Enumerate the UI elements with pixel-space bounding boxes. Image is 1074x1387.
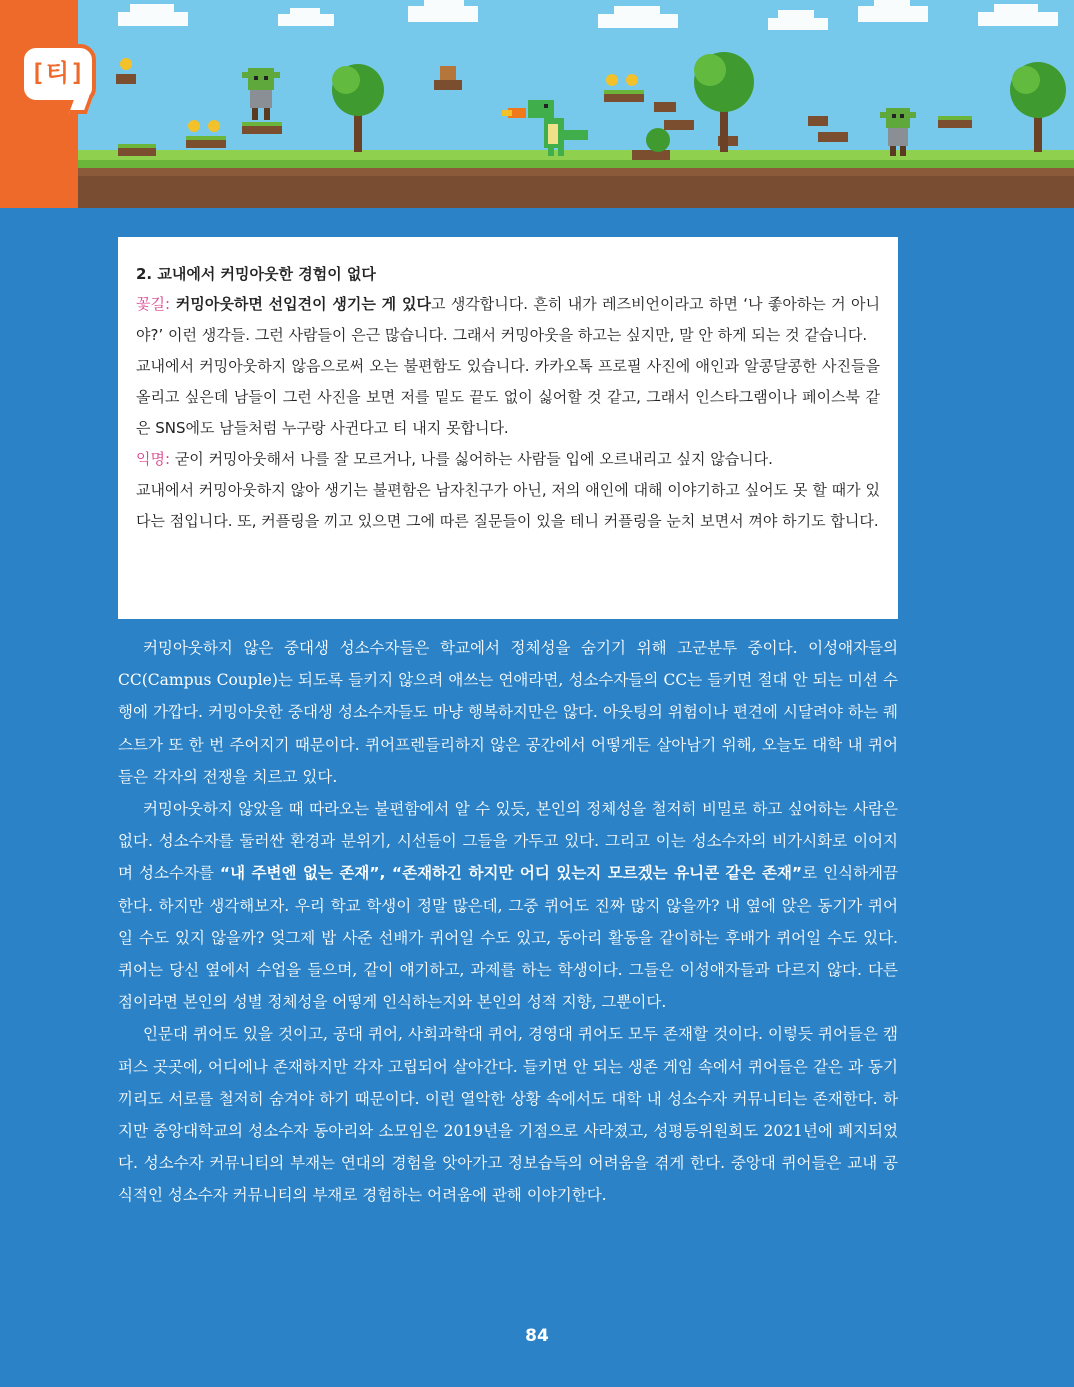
article-text: 커밍아웃하지 않았을 때 따라오는 불편함에서 알 수 있듯, 본인의 정체성을 철저히 비밀로 하고 싶어하는 사람은 없다. 성소수자를 둘러싼 환경과 분위기, 시선들이 그들을 가두고 있다. 그리고 이는 성소수자의 비가시화로 이어지며 성소수자를 xyxy=(118,800,898,883)
emphasis-text: 커밍아웃하면 선입견이 생기는 게 있다 xyxy=(170,295,431,313)
article-body xyxy=(118,632,898,1212)
article-paragraph xyxy=(118,793,898,1018)
answer-text: 고 생각합니다. 흔히 내가 레즈비언이라고 하면 ‘나 좋아하는 거 아니야?’ 이런 생각들. 그런 사람들이 은근 많습니다. 그래서 커밍아웃을 하고는 싶지만, 말 안 하게 되는 것 같습니다. xyxy=(136,295,880,344)
interview-question: 2. 교내에서 커밍아웃한 경험이 없다 xyxy=(136,265,376,283)
article-text: 로 인식하게끔 한다. 하지만 생각해보자. 우리 학교 학생이 정말 많은데, 그중 퀴어도 진짜 많지 않을까? 내 옆에 앉은 동기가 퀴어일 수도 있지 않을까? 엊그제 밥 사준 선배가 퀴어일 수도 있고, 동아리 활동을 같이하는 후배가 퀴어일 수도 있다. 퀴어는 당신 옆에서 수업을 들으며, 같이 얘기하고, 과제를 하는 학생이다. 그들은 이성애자들과 다르지 않다. 다른 점이라면 본인의 성별 정체성을 어떻게 인식하는지와 본인의 성적 지향, 그뿐이다. xyxy=(118,864,898,1012)
answer-1-continued: 교내에서 커밍아웃하지 않음으로써 오는 불편함도 있습니다. 카카오톡 프로필 사진에 애인과 알콩달콩한 사진들을 올리고 싶은데 남들이 그런 사진을 보면 저를 밑도 끝도 없이 싫어할 것 같고, 그래서 인스타그램이나 페이스북 같은 SNS에도 남들처럼 누구랑 사귄다고 티 내지 못합니다. xyxy=(136,357,880,437)
article-paragraph: 커밍아웃하지 않은 중대생 성소수자들은 학교에서 정체성을 숨기기 위해 고군분투 중이다. 이성애자들의 CC(Campus Couple)는 되도록 들키지 않으려 애쓰는 연애라면, 성소수자들의 CC는 들키면 절대 안 되는 미션 수행에 가깝다. 커밍아웃한 중대생 성소수자들도 마냥 행복하지만은 않다. 아웃팅의 위험이나 편견에 시달려야 하는 퀘스트가 또 한 번 주어지기 때문이다. 퀴어프렌들리하지 않은 공간에서 어떻게든 살아남기 위해, 오늘도 대학 내 퀴어들은 각자의 전쟁을 치르고 있다. xyxy=(118,639,898,786)
answer-2 xyxy=(136,444,880,475)
speaker-name: 익명: xyxy=(136,450,171,468)
article-paragraph: 인문대 퀴어도 있을 것이고, 공대 퀴어, 사회과학대 퀴어, 경영대 퀴어도 모두 존재할 것이다. 이렇듯 퀴어들은 캠퍼스 곳곳에, 어디에나 존재하지만 각자 고립되어 살아간다. 들키면 안 되는 생존 게임 속에서 퀴어들은 같은 과 동기끼리도 서로를 철저히 숨겨야 하기 때문이다. 이런 열악한 상황 속에서도 대학 내 성소수자 커뮤니티는 존재한다. 하지만 중앙대학교의 성소수자 동아리와 소모임은 2019년을 기점으로 사라졌고, 성평등위원회도 2021년에 폐지되었다. 성소수자 커뮤니티의 부재는 연대의 경험을 앗아가고 정보습득의 어려움을 겪게 한다. 중앙대 퀴어들은 교내 공식적인 성소수자 커뮤니티의 부재로 경험하는 어려움에 관해 이야기한다. xyxy=(118,1025,898,1205)
answer-1 xyxy=(136,289,880,351)
section-tag-bubble: [티] xyxy=(20,44,96,104)
pixel-game-illustration xyxy=(78,0,1074,208)
page-number: 84 xyxy=(525,1326,549,1346)
header-banner xyxy=(0,0,1074,208)
answer-2-continued: 교내에서 커밍아웃하지 않아 생기는 불편함은 남자친구가 아닌, 저의 애인에 대해 이야기하고 싶어도 못 할 때가 있다는 점입니다. 또, 커플링을 끼고 있으면 그에 따른 질문들이 있을 테니 커플링을 눈치 보면서 껴야 하기도 합니다. xyxy=(136,481,880,530)
orange-side-strip xyxy=(0,0,78,208)
interview-box xyxy=(118,237,898,619)
emphasis-quote: “내 주변엔 없는 존재” xyxy=(219,864,380,883)
emphasis-comma: , xyxy=(379,864,392,883)
speaker-name: 꽃길: xyxy=(136,295,171,313)
answer-text: 굳이 커밍아웃해서 나를 잘 모르거나, 나를 싫어하는 사람들 입에 오르내리고 싶지 않습니다. xyxy=(170,450,773,468)
emphasis-quote: “존재하긴 하지만 어디 있는지 모르겠는 유니콘 같은 존재” xyxy=(391,864,803,883)
